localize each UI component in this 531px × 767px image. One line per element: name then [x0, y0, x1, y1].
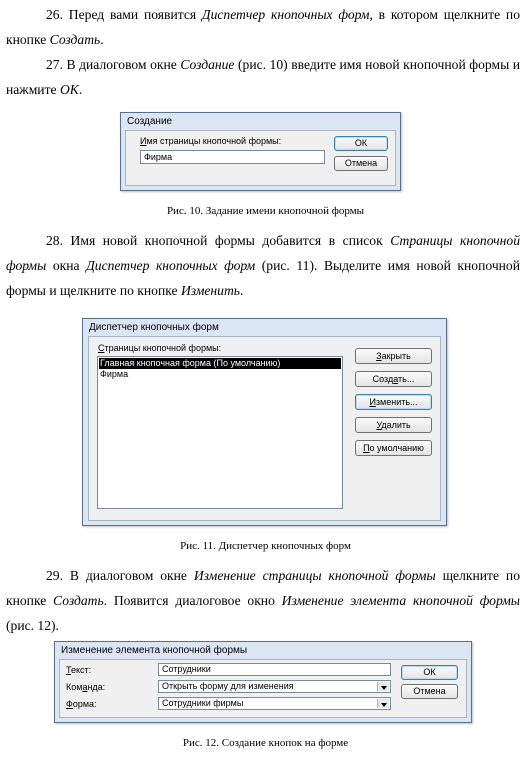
button-label: зменить...: [375, 397, 418, 407]
form-name-input[interactable]: [140, 150, 325, 164]
italic-term: Создание: [180, 57, 235, 72]
label-text: траницы кнопочной формы:: [104, 343, 222, 353]
create-button[interactable]: [355, 371, 432, 387]
button-label: о умолчанию: [369, 443, 424, 453]
switchboard-manager-dialog: [82, 318, 447, 526]
hotkey: а: [82, 682, 88, 692]
delete-button[interactable]: [355, 417, 432, 433]
italic-term: ОК: [59, 82, 79, 97]
command-label: [66, 682, 105, 692]
name-label: [140, 136, 281, 146]
label-text: орма:: [72, 699, 97, 709]
label-text: екст:: [71, 665, 92, 675]
list-item-text: Главная кнопочная форма (По умолчанию): [100, 358, 281, 368]
button-label: ть...: [398, 374, 415, 384]
button-label: Созд: [372, 374, 394, 384]
create-dialog: [120, 112, 401, 191]
figure-10-caption: Рис. 10. Задание имени кнопочной формы: [166, 205, 365, 217]
select-value: Открыть форму для изменения: [162, 681, 294, 691]
hotkey: У: [376, 420, 382, 430]
edit-item-dialog: [54, 641, 472, 723]
text: .: [78, 82, 83, 97]
cancel-button[interactable]: Отмена: [334, 156, 388, 171]
text-block-top: [6, 2, 520, 102]
hotkey: И: [369, 397, 376, 407]
list-item[interactable]: [99, 369, 341, 380]
hotkey: а: [393, 374, 399, 384]
dropdown-arrow-icon[interactable]: [377, 682, 389, 691]
command-select[interactable]: [158, 680, 391, 693]
ok-button[interactable]: ОК: [334, 136, 388, 151]
text-input[interactable]: [158, 663, 391, 676]
list-item-text: Фирма: [100, 369, 129, 379]
text: .: [100, 32, 104, 47]
text: 29. В диалоговом окне: [46, 568, 194, 583]
label-text: Ком: [66, 682, 83, 692]
text: (рис. 11). Выделите имя новой кнопочной формы и щелкните по кнопке: [6, 258, 521, 298]
figure-11-caption: Рис. 11. Диспетчер кнопочных форм: [180, 540, 351, 552]
pages-list-label: [98, 343, 221, 353]
hotkey: И: [140, 136, 147, 146]
paragraph-28: [6, 228, 520, 303]
text-label: [66, 665, 91, 675]
text: . Появится диалоговое окно: [103, 593, 282, 608]
paragraph-26: [6, 2, 520, 52]
dialog-title: Изменение элемента кнопочной формы: [61, 645, 248, 656]
text: 27. В диалоговом окне: [46, 57, 181, 72]
close-button[interactable]: [355, 348, 432, 364]
italic-term: Изменить: [180, 283, 240, 298]
figure-12-caption: Рис. 12. Создание кнопок на форме: [182, 737, 349, 749]
text-block-middle: [6, 228, 520, 303]
italic-term: Создать: [53, 593, 104, 608]
label-text: мя страницы кнопочной формы:: [146, 136, 282, 146]
input-value: Фирма: [144, 152, 173, 162]
dropdown-arrow-icon[interactable]: [377, 699, 389, 708]
text: (рис. 10) введите имя новой кнопочной формы и нажмите: [6, 57, 520, 97]
ok-button[interactable]: ОК: [401, 665, 458, 680]
paragraph-27: [6, 52, 520, 102]
text-block-bottom: [6, 563, 520, 638]
hotkey: З: [376, 351, 382, 361]
button-label: акрыть: [381, 351, 411, 361]
italic-term: Диспетчер кнопочных форм: [86, 258, 256, 273]
hotkey: С: [98, 343, 105, 353]
hotkey: П: [363, 443, 370, 453]
form-select[interactable]: [158, 697, 391, 710]
text: 26. Перед вами появится: [46, 7, 202, 22]
italic-term: Изменение элемента кнопочной формы: [281, 593, 520, 608]
hotkey: Ф: [66, 699, 73, 709]
text: щелкните по кнопке: [6, 568, 520, 608]
italic-term: Диспетчер кнопочных форм: [201, 7, 370, 22]
cancel-button[interactable]: Отмена: [401, 684, 458, 699]
text: окна: [46, 258, 87, 273]
select-value: Сотрудники фирмы: [162, 698, 244, 708]
default-button[interactable]: [355, 440, 432, 456]
button-label: далить: [381, 420, 411, 430]
edit-button[interactable]: [355, 394, 432, 410]
form-label: [66, 699, 97, 709]
text: (рис. 12).: [6, 618, 59, 633]
dialog-client: [125, 130, 396, 186]
dialog-client: [88, 336, 441, 521]
list-item-selected[interactable]: [99, 358, 341, 369]
italic-term: Изменение страницы кнопочной формы: [193, 568, 436, 583]
text: 28. Имя новой кнопочной формы добавится в список: [46, 233, 391, 248]
text: , в котором щелкните по кнопке: [6, 7, 521, 47]
dialog-client: [59, 659, 467, 718]
italic-term: Страницы кнопочной формы: [6, 233, 520, 273]
hotkey: Т: [66, 665, 71, 675]
text: .: [239, 283, 244, 298]
dialog-title: Создание: [127, 116, 173, 127]
italic-term: Создать: [49, 32, 101, 47]
pages-list[interactable]: [97, 356, 343, 509]
dialog-title: Диспетчер кнопочных форм: [89, 322, 219, 333]
paragraph-29: [6, 563, 520, 638]
input-value: Сотрудники: [162, 664, 211, 674]
label-text: нда:: [87, 682, 106, 692]
